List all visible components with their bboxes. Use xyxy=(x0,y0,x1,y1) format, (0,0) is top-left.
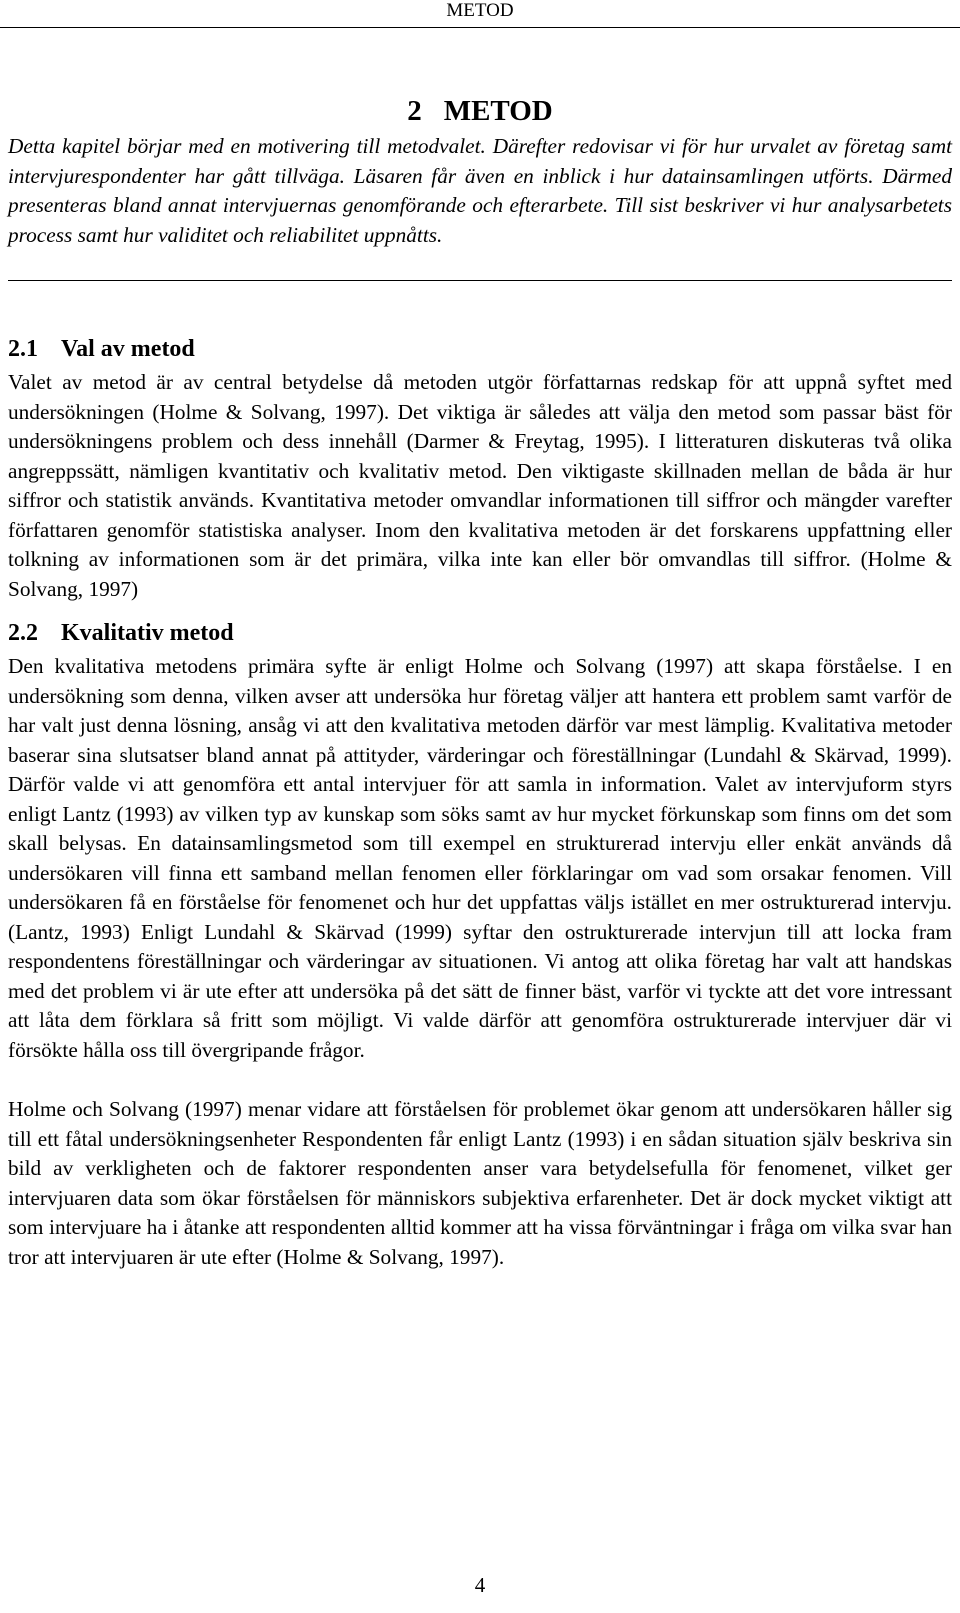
intro-separator xyxy=(8,280,952,281)
chapter-heading xyxy=(8,94,952,128)
section-title: Kvalitativ metod xyxy=(61,620,234,646)
section-number: 2.2 xyxy=(8,620,38,646)
paragraph: Holme och Solvang (1997) menar vidare att förståelsen för problemet ökar genom att undersökaren håller sig till ett fåtal undersökningsenheter Respondenten får enligt Lantz (1993) i en sådan situation själv beskriva sin bild av verkligheten och de faktorer respondenten anser vara betydelsefulla för fenomenet, vilket ger intervjuaren data som ökar förståelsen för människors subjektiva erfarenheter. Det är dock mycket viktigt att som intervjuare ha i åtanke att respondenten alltid kommer att ha vissa förväntningar i fråga om vilka svar han tror att intervjuaren är ute efter (Holme & Solvang, 1997). xyxy=(8,1097,952,1269)
paragraph: Valet av metod är av central betydelse då metoden utgör författarnas redskap för att uppnå syftet med undersökningen (Holme & Solvang, 1997). Det viktiga är således att välja den metod som passar bäst för undersökningens problem och dess innehåll (Darmer & Freytag, 1995). I litteraturen diskuteras två olika angreppssätt, nämligen kvantitativ och kvalitativ metod. Den viktigaste skillnaden mellan de båda är hur siffror och statistik används. Kvantitativa metoder omvandlar informationen till siffror och mängder varefter författaren genomför statistiska analyser. Inom den kvalitativa metoden är det forskarens uppfattning eller tolkning av informationen som är det primära, vilka inte kan eller bör omvandlas till siffror. (Holme & Solvang, 1997) xyxy=(8,370,952,601)
chapter-intro: Detta kapitel börjar med en motivering till metodvalet. Därefter redovisar vi för hur urvalet av företag samt intervjurespondenter har gått tillväga. Läsaren får även en inblick i hur datainsamlingen utförts. Därmed presenteras bland annat intervjuernas genomförande och efterarbete. Till sist beskriver vi hur analysarbetets process samt hur validitet och reliabilitet uppnåtts. xyxy=(8,134,952,247)
section-heading-2-2 xyxy=(8,618,952,648)
page-content xyxy=(8,94,952,1272)
section-heading-2-1 xyxy=(8,334,952,364)
chapter-number: 2 xyxy=(407,95,422,127)
page-number: 4 xyxy=(474,1573,486,1597)
chapter-title: METOD xyxy=(443,95,553,127)
section-title: Val av metod xyxy=(61,336,195,362)
section-number: 2.1 xyxy=(8,336,38,362)
header-rule xyxy=(0,27,960,28)
paragraph: Den kvalitativa metodens primära syfte är enligt Holme och Solvang (1997) att skapa förståelse. I en undersökning som denna, vilken avser att undersöka hur företag väljer att hantera ett problem samt varför de har valt just denna lösning, ansåg vi att den kvalitativa metoden därför var mest lämplig. Kvalitativa metoder baserar sina slutsatser bland annat på attityder, värderingar och föreställningar (Lundahl & Skärvad, 1999). Därför valde vi att genomföra ett antal intervjuer för att samla in information. Valet av intervjuform styrs enligt Lantz (1993) av vilken typ av kunskap som söks samt av hur mycket förkunskap som finns om det som skall belysas. En datainsamlingsmetod som till exempel en strukturerad intervju eller enkät används då undersökaren vill finna ett samband mellan fenomen eller förklaringar om vad som orsakar fenomen. Vill undersökaren få en förståelse för fenomenet och hur det uppfattas väljs istället en mer ostrukturerad intervju. (Lantz, 1993) Enligt Lundahl & Skärvad (1999) syftar den ostrukturerade intervjun till att locka fram respondentens föreställningar och värderingar av situationen. Vi antog att olika företag har valt att handskas med det problem vi är ute efter att undersöka på det sätt de finner bäst, varför vi tyckte att det vore intressant att låta dem förklara så fritt som möjligt. Vi valde därför att genomföra ostrukturerade intervjuer där vi försökte hålla oss till övergripande frågor. xyxy=(8,654,952,1062)
running-header: METOD xyxy=(446,0,514,21)
